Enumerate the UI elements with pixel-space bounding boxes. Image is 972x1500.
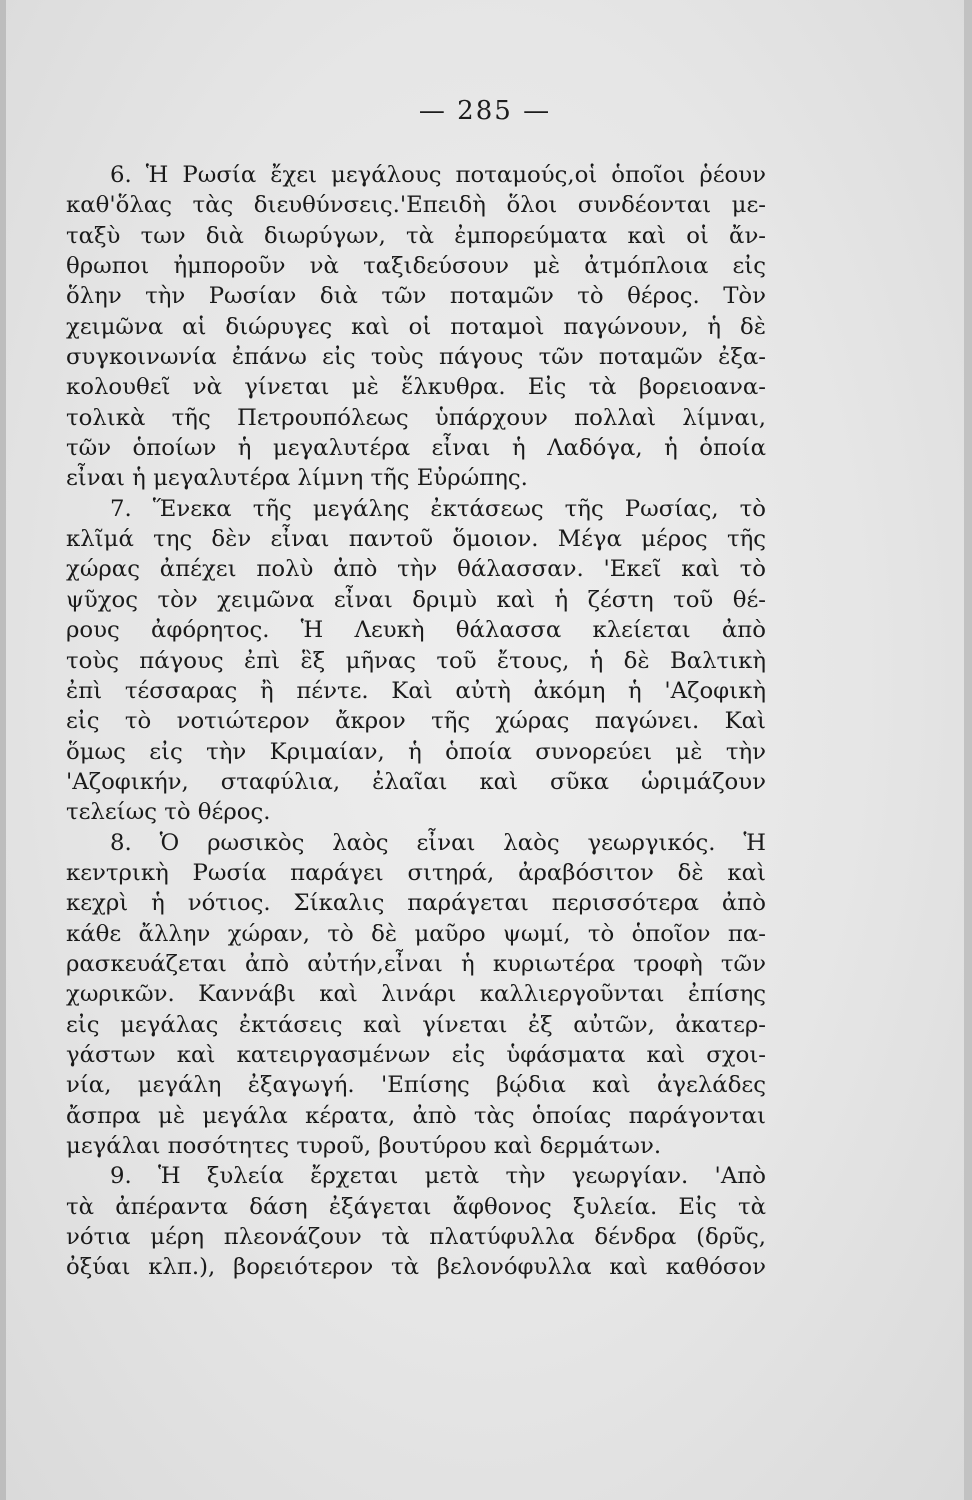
text-line: κολουθεῖ νὰ γίνεται μὲ ἕλκυθρα. Εἰς τὰ βορειοανα- bbox=[66, 374, 766, 401]
text-line: εἰς τὸ νοτιώτερον ἄκρον τῆς χώρας παγώνει. Καὶ bbox=[66, 708, 766, 735]
text-line: τὰ ἀπέραντα δάση ἐξάγεται ἄφθονος ξυλεία. Εἰς τὰ bbox=[66, 1193, 766, 1220]
text-line: ρασκευάζεται ἀπὸ αὐτήν,εἶναι ἡ κυριωτέρα τροφὴ τῶν bbox=[66, 950, 766, 977]
text-line: 7. Ἕνεκα τῆς μεγάλης ἐκτάσεως τῆς Ρωσίας, τὸ bbox=[110, 495, 766, 522]
page-number: — 285 — bbox=[418, 96, 552, 126]
text-line: 6. Ἡ Ρωσία ἔχει μεγάλους ποταμούς,οἱ ὁποῖοι ῥέουν bbox=[110, 162, 766, 188]
text-line: συγκοινωνία ἐπάνω εἰς τοὺς πάγους τῶν ποταμῶν ἐξα- bbox=[66, 344, 766, 371]
text-line: χωρικῶν. Καννάβι καὶ λινάρι καλλιεργοῦνται ἐπίσης bbox=[66, 981, 766, 1008]
text-line: νότια μέρη πλεονάζουν τὰ πλατύφυλλα δένδρα (δρῦς, bbox=[66, 1224, 766, 1251]
text-line: ὅμως εἰς τὴν Κριμαίαν, ἡ ὁποία συνορεύει μὲ τὴν bbox=[66, 738, 766, 765]
text-line: τολικὰ τῆς Πετρουπόλεως ὑπάρχουν πολλαὶ λίμναι, bbox=[66, 404, 766, 431]
text-line: ὀξύαι κλπ.), βορειότερον τὰ βελονόφυλλα καὶ καθόσον bbox=[66, 1254, 766, 1281]
text-line: εἶναι ἡ μεγαλυτέρα λίμνη τῆς Εὐρώπης. bbox=[66, 465, 528, 492]
text-line: γάστων καὶ κατειργασμένων εἰς ὑφάσματα καὶ σχοι- bbox=[66, 1041, 766, 1068]
text-line: ρους ἀφόρητος. Ἡ Λευκὴ θάλασσα κλείεται ἀπὸ bbox=[66, 617, 766, 644]
text-line: μεγάλαι ποσότητες τυροῦ, βουτύρου καὶ δερμάτων. bbox=[66, 1133, 662, 1159]
text-line: 'Αζοφικήν, σταφύλια, ἐλαῖαι καὶ σῦκα ὡριμάζουν bbox=[66, 768, 766, 795]
text-line: 9. Ἡ ξυλεία ἔρχεται μετὰ τὴν γεωργίαν. 'Απὸ bbox=[110, 1163, 766, 1190]
text-line: κεντρικὴ Ρωσία παράγει σιτηρά, ἀραβόσιτον δὲ καὶ bbox=[66, 859, 766, 886]
text-line: νία, μεγάλη ἐξαγωγή. 'Επίσης βῴδια καὶ ἀγελάδες bbox=[66, 1072, 766, 1099]
text-line: τῶν ὁποίων ἡ μεγαλυτέρα εἶναι ἡ Λαδόγα, ἡ ὁποία bbox=[66, 435, 766, 462]
text-line: τοὺς πάγους ἐπὶ ἓξ μῆνας τοῦ ἔτους, ἡ δὲ Βαλτικὴ bbox=[66, 647, 766, 674]
text-line: τελείως τὸ θέρος. bbox=[66, 799, 271, 826]
text-line: 8. Ὁ ρωσικὸς λαὸς εἶναι λαὸς γεωργικός. Ἡ bbox=[110, 829, 766, 856]
text-line: χειμῶνα αἱ διώρυγες καὶ οἱ ποταμοὶ παγώνουν, ἡ δὲ bbox=[66, 313, 766, 340]
text-line: εἰς μεγάλας ἐκτάσεις καὶ γίνεται ἐξ αὐτῶν, ἀκατερ- bbox=[66, 1011, 766, 1038]
text-line: κεχρὶ ἡ νότιος. Σίκαλις παράγεται περισσότερα ἀπὸ bbox=[66, 890, 766, 917]
text-line: χώρας ἀπέχει πολὺ ἀπὸ τὴν θάλασσαν. 'Εκεῖ καὶ τὸ bbox=[66, 556, 766, 583]
text-line: ἄσπρα μὲ μεγάλα κέρατα, ἀπὸ τὰς ὁποίας παράγονται bbox=[66, 1102, 766, 1129]
body-text bbox=[66, 160, 766, 1283]
text-line: κάθε ἄλλην χώραν, τὸ δὲ μαῦρο ψωμί, τὸ ὁποῖον πα- bbox=[66, 920, 766, 947]
text-line: κλῖμά της δὲν εἶναι παντοῦ ὅμοιον. Μέγα μέρος τῆς bbox=[66, 526, 766, 553]
text-line: ταξὺ των διὰ διωρύγων, τὰ ἐμπορεύματα καὶ οἱ ἄν- bbox=[66, 222, 766, 249]
text-line: ψῦχος τὸν χειμῶνα εἶναι δριμὺ καὶ ἡ ζέστη τοῦ θέ- bbox=[66, 586, 766, 613]
text-line: θρωποι ἠμποροῦν νὰ ταξιδεύσουν μὲ ἀτμόπλοια εἰς bbox=[66, 253, 766, 280]
text-line: καθ'ὅλας τὰς διευθύνσεις.'Επειδὴ ὅλοι συνδέονται με- bbox=[66, 192, 766, 219]
text-line: ἐπὶ τέσσαρας ἢ πέντε. Καὶ αὐτὴ ἀκόμη ἡ 'Αζοφικὴ bbox=[66, 677, 766, 704]
text-line: ὅλην τὴν Ρωσίαν διὰ τῶν ποταμῶν τὸ θέρος. Τὸν bbox=[66, 283, 766, 310]
